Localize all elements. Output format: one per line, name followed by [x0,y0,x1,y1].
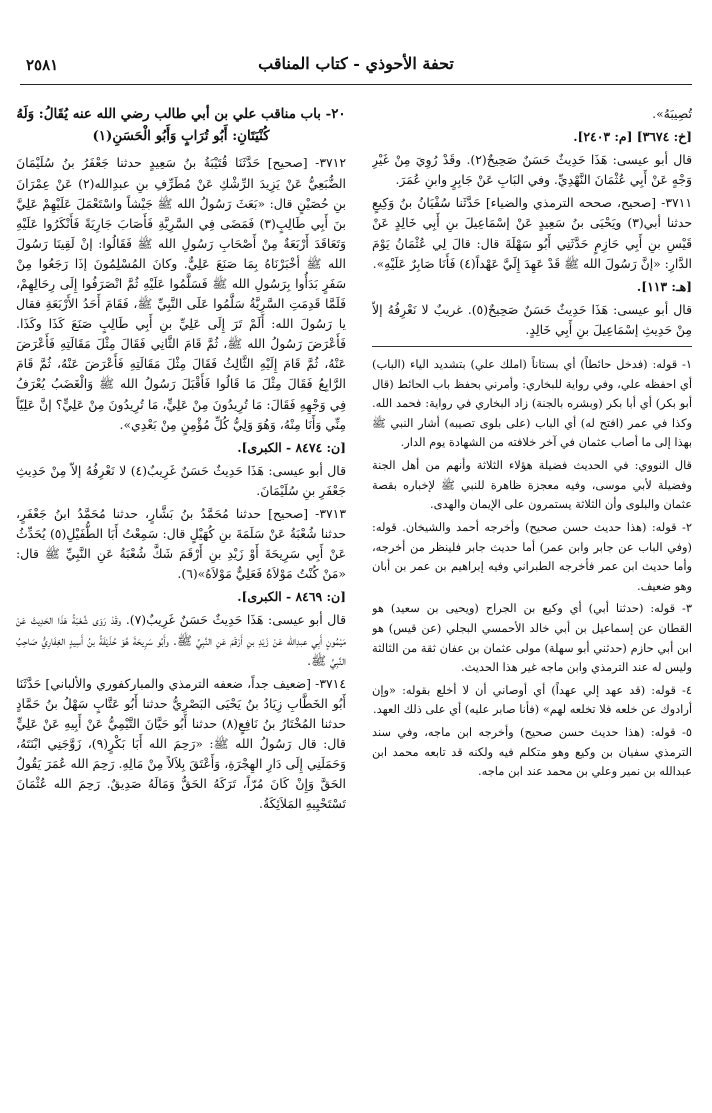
footnote-divider [372,346,692,347]
hadith-paragraph: ٣٧١٣- [صحيح] حدثنا مُحَمَّدُ بنُ بَشَّارٍ، حدثنا مُحَمَّدُ ابنُ جَعْفَرٍ، حدثنا شُعْبَةُ عَنْ سَلَمَةَ بنِ كُهَيْلٍ قال: سَمِعْتُ أَبَا الطُّفَيْلِ(٥) يُحَدِّثُ عَنْ أَبِي سَرِيحَةَ أَوْ زَيْدِ بنِ أَرْقَمَ شَكَّ شُعْبَةُ عَنِ النَّبِيِّ ﷺ قال: «مَنْ كُنْتُ مَوْلاَهُ فَعَلِيٌّ مَوْلاَهُ»(٦). [16,506,346,582]
footnote: قال النووي: في الحديث فضيلة هؤلاء الثلاثة وأنهم من أهل الجنة وفضيلة لأبي موسى، وفيه معجزة ظاهرة للنبي ﷺ لإخباره بقصة عثمان والبلوى وأن الثلاثة يستمرون على الإيمان والهدى. [372,458,692,512]
header-title: تحفة الأحوذي - كتاب المناقب [258,54,454,73]
right-column [372,104,692,1097]
chapter-heading: ٢٠- باب مناقب علي بن أبي طالب رضي الله عنه يُقَالُ: وَلَهُ كُنْيَتَانِ: أَبُو تُرَابٍ وَأَبُو الْحَسَنِ(١) [16,106,346,144]
footnote: ٥- قوله: (هذا حديث حسن صحيح) وأخرجه ابن ماجه، وفي سند الترمذي سفيان بن وكيع وهو متكلم فيه ولكنه قد تابعه محمد ابن عبدالله بن نمير وعلي بن محمد عند ابن ماجه. [372,725,692,779]
running-header [20,52,692,85]
footnote: ٣- قوله: (حدثنا أبي) أي وكيع بن الجراح (ويحيى بن سعيد) هو القطان عن إسماعيل بن أبي خالد الأحمسي البجلي (عن قيس) هو ابن أبي حازم (حدثني أبو سهلة) مولى عثمان بن عفان ثقة من الثالثة وليس له عند الترمذي وابن ماجه غير هذا الحديث. [372,601,692,675]
hadith-paragraph: ٣٧١٤- [ضعيف جداً، ضعفه الترمذي والمباركفوري والألباني] حَدَّثَنَا أَبُو الخَطَّابِ زِيَادُ بنُ يَحْيَى البَصْرِيُّ حدثنا أَبُو عَتَّابٍ سَهْلُ بنُ حَمَّادٍ حدثنا المُخْتَارُ بنُ نَافِعٍ(٨) حدثنا أَبُو حَيَّانَ التَّيْمِيُّ عَنْ أَبِيهِ عَنْ عَلِيٍّ قال: قال رَسُولُ الله ﷺ: «رَحِمَ الله أَبَا بَكْرٍ(٩)، زَوَّجَنِي ابْنَتَهُ، وَحَمَلَنِي إِلَى دَارِ الهِجْرَةِ، وَأَعْتَقَ بِلاَلاً مِنْ مَالِهِ. رَحِمَ الله عُمَرَ يَقُولُ الحَقَّ وَإِنْ كَانَ مُرّاً، تَرَكَهُ الحَقُّ وَمَالَهُ صَدِيقٌ. رَحِمَ الله عُثْمَانَ تَسْتَحْيِيهِ المَلاَئِكَةُ. [16,675,346,812]
source-reference: [ن: ٨٤٦٩ - الكبرى]. [237,589,346,605]
text-paragraph: قال أبو عيسى: هَذَا حَدِيثٌ حَسَنٌ غَرِيبٌ(٧). وقَدْ رَوَى شُعْبَةُ هَذَا الحَدِيثَ عَنْ مَيْمُونٍ أَبِي عبدِالله عَنْ زَيْدِ بنِ أَرْقَمَ عَنِ النَّبِيِّ ﷺ. وأَبُو سَرِيحَةَ هُوَ حُذَيْفَةُ بنُ أَسِيدٍ الغِفَارِيُّ صَاحِبُ النَّبِيِّ ﷺ. [16,612,346,668]
text-paragraph: قال أبو عيسى: هَذَا حَدِيثٌ حَسَنٌ غَرِيبٌ(٤) لا نَعْرِفُهُ إلاّ مِنْ حَدِيثِ جَعْفَرِ بنِ سُلَيْمَانَ. [16,462,346,498]
footnote: ٢- قوله: (هذا حديث حسن صحيح) وأخرجه أحمد والشيخان. قوله: (وفي الباب عن جابر وابن عمر) أما حديث جابر فلينظر من أخرجه، وأما حديث ابن عمر فأخرجه الطبراني وفيه إبراهيم بن عمر بن أبان وهو ضعيف. [372,519,692,593]
text-paragraph: قال أبو عيسى: هَذَا حَدِيثٌ حَسَنٌ صَحِيحٌ(٢). وقَدْ رُوِيَ مِنْ غَيْرِ وَجْهٍ عَنْ أَبِي عُثْمَانَ النَّهْدِيِّ. وفي البَابِ عَنْ جَابِرٍ وابنِ عُمَرَ. [372,152,692,188]
hadith-paragraph: ٣٧١١- [صحيح، صححه الترمذي والضياء] حَدَّثَنا سُفْيَانُ بنُ وَكِيعٍ حدثنا أبي(٣) ويَحْيَى بنُ سَعِيدٍ عَنْ إسْمَاعِيلَ بنِ أَبِي خَالِدٍ عَنْ قَيْسِ بنِ أَبِي حَازِمٍ حَدَّثَنِي أَبُو سَهْلَةَ قال: قالَ لِي عُثْمَانُ يَوْمَ الدَّارِ: «إنَّ رَسُولَ الله ﷺ قَدْ عَهِدَ إِلَيَّ عَهْداً(٤) فَأَنَا صَابِرٌ عَلَيْهِ». [372,195,692,271]
page-number: ٢٥٨١ [26,56,59,74]
text-paragraph: قال أبو عيسى: هَذَا حَدِيثٌ حَسَنٌ صَحِيحٌ(٥). غريبٌ لا نَعْرِفُهُ إلاّ مِنْ حَدِيثِ إسْمَاعِيلَ بنِ أَبِي خَالِدٍ. [372,301,692,337]
hadith-paragraph: ٣٧١٢- [صحيح] حَدَّثَنَا قُتَيْبَةُ بنُ سَعِيدٍ حدثنا جَعْفَرُ بنُ سُلَيْمَانَ الضُّبَعِيُّ عَنْ يَزِيدَ الرِّشْكِ عَنْ مُطَرِّفِ بنِ عبدِالله(٢) عَنْ عِمْرَانَ بنِ حُصَيْنٍ قال: «بَعَثَ رَسُولُ الله ﷺ جَيْشاً واسْتَعْمَلَ عَلَيْهِمْ عَلِيَّ بنَ أَبِي طَالِبٍ(٣) فَمَضَى فِي السَّرِيَّةِ فَأَصَابَ جَارِيَةً فَأَنْكَرُوا عَلَيْهِ وَتَعَاقَدَ أَرْبَعَةٌ مِنْ أَصْحَابِ رَسُولِ الله ﷺ فَقَالُوا: إنْ لَقِينَا رَسُولَ الله ﷺ أخْبَرْنَاهُ بِمَا صَنَعَ عَلِيٌّ. وكانَ المُسْلِمُونَ إذَا رَجَعُوا مِنْ سَفَرٍ بَدَأُوا بِرَسُولِ الله ﷺ فَسَلَّمُوا عَلَيْهِ ثُمَّ انْصَرَفُوا إِلَى رِحَالِهِمْ، فَلَمَّا قَدِمَتِ السَّرِيَّةُ سَلَّمُوا عَلَى النَّبِيِّ ﷺ، فَقَامَ أَحَدُ الأَرْبَعَةِ فقال يا رَسُولَ الله: أَلَمْ تَرَ إِلَى عَلِيِّ بنِ أَبِي طَالِبٍ صَنَعَ كَذَا وكَذَا. فَأَعْرَضَ رَسُولُ الله ﷺ، ثُمَّ قَامَ الثَّانِي فَقَالَ مِثْلَ مَقَالَتِهِ فَأَعْرَضَ عَنْهُ، ثُمَّ قَامَ إِلَيْهِ الثَّالِثُ فَقَالَ مِثْلَ مَقَالَتِهِ فَأَعْرَضَ عَنْهُ، ثُمَّ قَامَ الرَّابِعُ فَقَالَ مِثْلَ مَا قَالُوا فَأَقْبَلَ رَسُولُ الله ﷺ وَالْغَضَبُ يُعْرَفُ فِي وَجْهِهِ فَقَالَ: مَا تُرِيدُونَ مِنْ عَلِيٍّ، مَا تُرِيدُونَ مِنْ عَلِيٍّ؟ إنَّ عَلِيّاً مِنِّي وَأَنَا مِنْهُ، وَهُوَ وَلِيُّ كُلِّ مُؤْمِنٍ مِنْ بَعْدِي». [16,155,346,432]
source-reference: [هـ: ١١٣]. [636,278,692,294]
source-reference: [خ: ٣٦٧٤] [م: ٢٤٠٣]. [573,129,692,145]
text-paragraph: تُصِيبَهُ». [652,106,692,121]
source-reference: [ن: ٨٤٧٤ - الكبرى]. [237,439,346,455]
footnote: ١- قوله: (فدخل حائطاً) أي بستاناً (املك علي) بتشديد الياء (الباب) أي احفظه علي، وفي رواية للبخاري: وأمرني بحفظ باب الحائط (قال أبو بكر) أي أبا بكر (وبشره بالجنة) زاد البخاري في رواية: فحمد الله. وكذا في عمر (افتح له) أي الباب (على بلوى تصيبه) أشار النبي ﷺ بهذا إلى ما أصاب عثمان في آخر خلافته من الشهادة يوم الدار. [372,357,692,450]
footnote: ٤- قوله: (قد عهد إلي عهداً) أي أوصاني أن لا أخلع بقوله: «وإن أرادوك عن خلعه فلا تخلعه لهم» (فأنا صابر عليه) أي على ذلك العهد. [372,682,692,717]
left-column [16,104,346,1097]
